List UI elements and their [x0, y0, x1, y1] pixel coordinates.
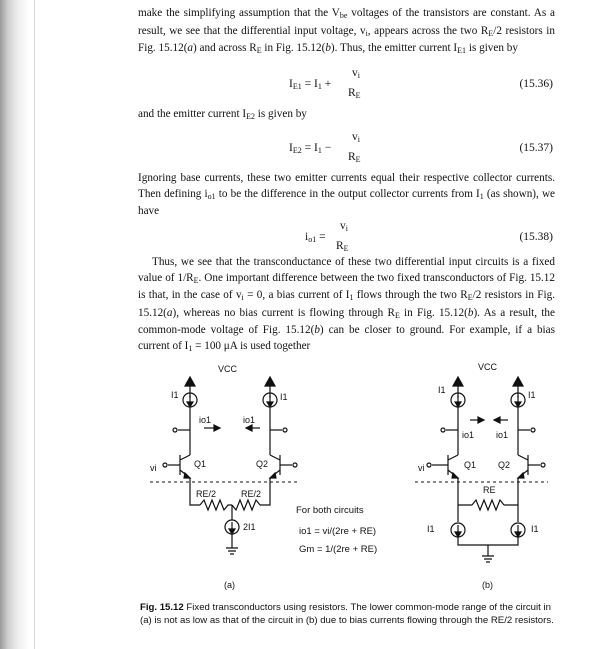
subfigure-tag-a: (a) — [224, 580, 235, 590]
vi-label-a: vi — [150, 463, 157, 473]
resistor-re-half-left — [200, 500, 232, 510]
resistor-re — [472, 500, 504, 510]
eq3-label: (15.38) — [519, 231, 553, 243]
eq3-numerator: $v_i$ — [340, 220, 348, 233]
paragraph-4: Thus, we see that the transconductance of these two differential input circuits is a fixed value of $1/R_E$. One important difference between the two fixed transconductors of Fig. 15.12 is that, in the case of $v_i = 0$, a bias current of $I_1$ flows through the two $R_E/2$ resistors in Fig. 15.12(a), whereas no bias current is flowing through $R_E$ in Fig. 15.12(b). As a result, the common-mode voltage of Fig. 15.12(b) can be closer to ground. For example, if a bias current of $I_1 = 100$ μA is used together — [138, 256, 555, 353]
note-heading: For both circuits — [296, 505, 364, 516]
eq1-label: (15.36) — [519, 78, 553, 90]
note-line-1: io1 = vi/(2re + RE) — [299, 526, 377, 537]
vcc-label-b: VCC — [478, 362, 498, 372]
eq1-denominator: $R_E$ — [348, 87, 361, 100]
note-line-2: Gm = 1/(2re + RE) — [299, 544, 378, 555]
q2-label-a: Q2 — [256, 459, 269, 469]
vi-label-b: vi — [418, 463, 425, 473]
tail-current-label: 2I1 — [243, 522, 256, 532]
i1-left-label-a: I1 — [171, 390, 179, 400]
vcc-arrow-right — [265, 377, 275, 386]
paragraph-3: Ignoring base currents, these two emitter currents equal their respective collector currents. Then defining $i_{o1}$ to be the difference in the output collector currents from $I_1$ (as shown), we have — [138, 172, 556, 218]
eq3-denominator: $R_E$ — [336, 240, 349, 253]
re-half-left-label: RE/2 — [196, 489, 217, 499]
i1-right-label-b: I1 — [528, 390, 536, 400]
vcc-label-a: VCC — [218, 364, 238, 374]
paragraph-1: make the simplifying assumption that the $V_{be}$ voltages of the transistors are constant. As a result, we see that the differential input voltage, $v_i$, appears across the two $R_E/2$ resistors in Fig. 15.12(a) and across $R_E$ in Fig. 15.12(b). Thus, the emitter current $I_{E1}$ is given by — [138, 7, 555, 56]
figure-caption — [140, 601, 554, 627]
eq2-denominator: $R_E$ — [348, 151, 361, 164]
eq2-numerator: $v_i$ — [352, 131, 360, 144]
io1-left-label-a: io1 — [199, 415, 212, 425]
io1-left-label-b: io1 — [462, 430, 475, 440]
eq1-lhs: $I_{E1} = I_1$ + — [289, 78, 332, 91]
caption-text: Fixed transconductors using resistors. The lower common-mode range of the circuit in (a) is not as low as that of the circuit in (b) due to bias currents flowing through the RE/2 resistors. — [140, 602, 554, 626]
bottom-i1-left-label: I1 — [427, 524, 435, 534]
i1-left-label-b: I1 — [438, 385, 446, 395]
eq2-label: (15.37) — [519, 142, 553, 154]
q2-label-b: Q2 — [498, 460, 511, 470]
q1-label-b: Q1 — [464, 460, 477, 470]
eq2-lhs: $I_{E2} = I_1$ − — [289, 142, 332, 155]
i1-right-label-a: I1 — [280, 392, 288, 402]
eq3-lhs: $i_{o1}$ = — [305, 231, 326, 244]
re-label-b: RE — [483, 485, 496, 495]
circuit-a — [150, 377, 300, 554]
eq1-numerator: $v_i$ — [352, 67, 360, 80]
subfigure-tag-b: (b) — [482, 580, 493, 590]
circuit-b — [415, 377, 548, 562]
io1-right-label-b: io1 — [496, 430, 509, 440]
caption-label: Fig. 15.12 — [140, 602, 184, 613]
bottom-i1-right-label: I1 — [531, 524, 539, 534]
re-half-right-label: RE/2 — [241, 489, 262, 499]
vcc-arrow-left — [185, 377, 195, 386]
io1-right-label-a: io1 — [243, 415, 256, 425]
resistor-re-half-right — [232, 500, 260, 510]
paragraph-2: and the emitter current $I_{E2}$ is given by — [138, 108, 307, 121]
q1-label-a: Q1 — [194, 459, 207, 469]
